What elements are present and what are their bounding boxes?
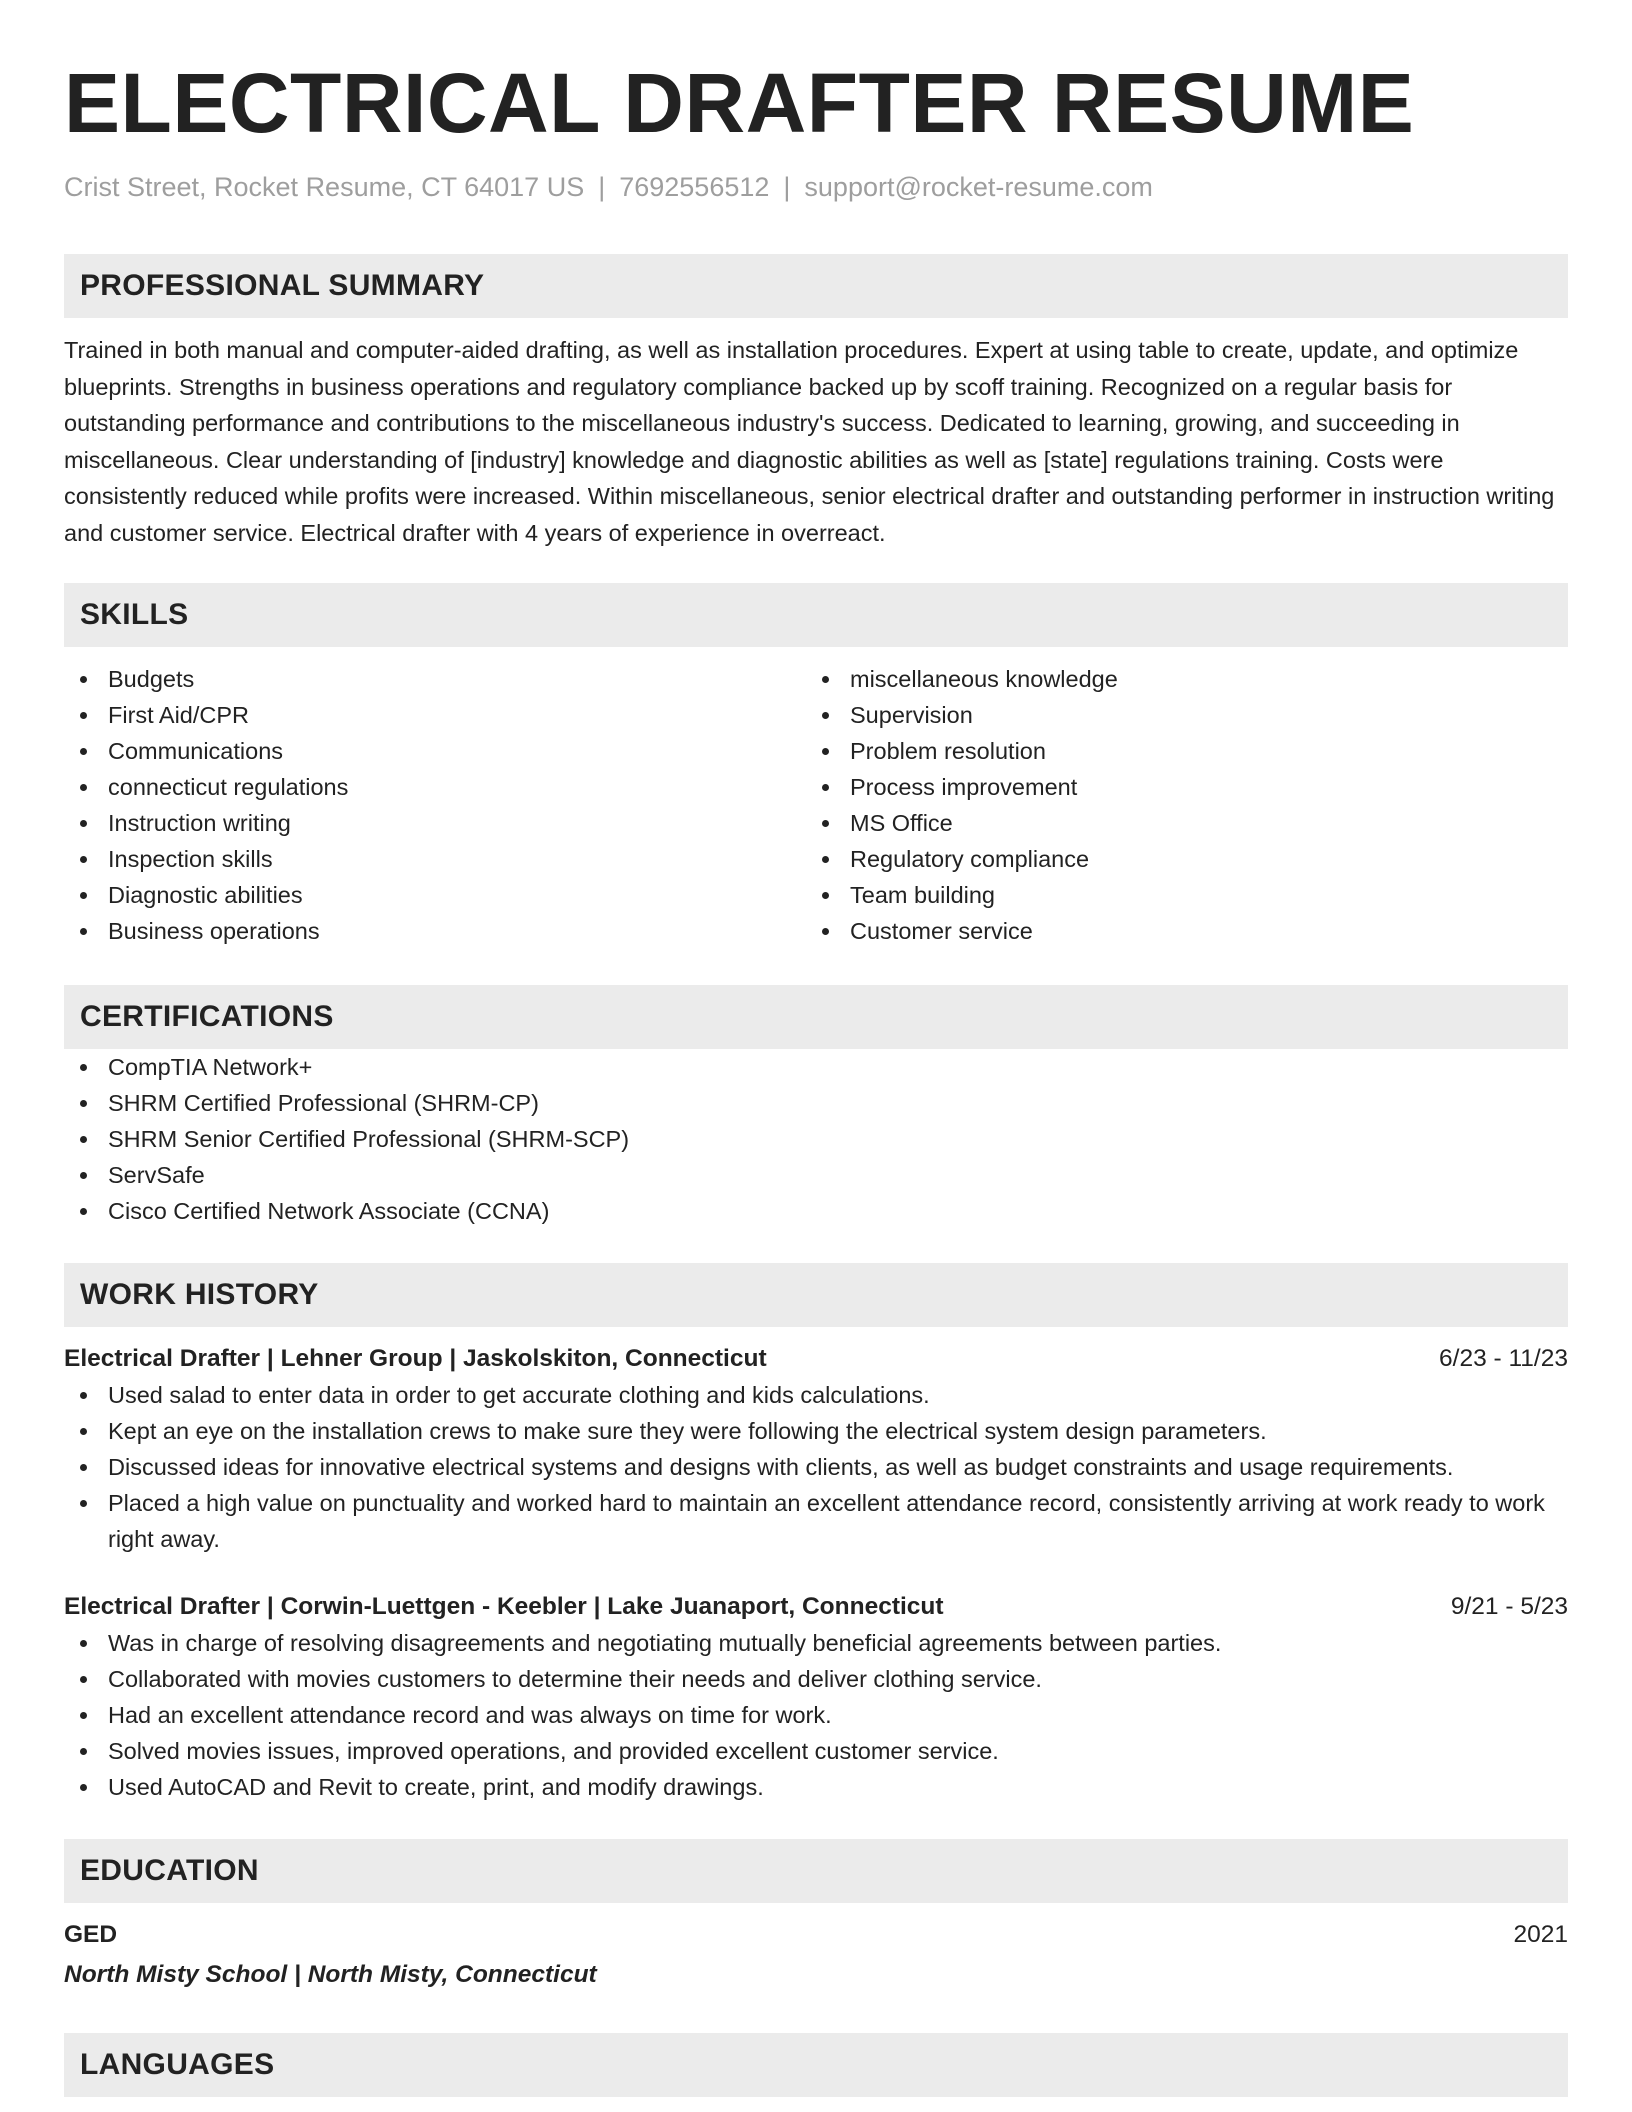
contact-address: Crist Street, Rocket Resume, CT 64017 US xyxy=(64,172,585,202)
skill-item: Business operations xyxy=(64,913,806,949)
section-heading-certifications: CERTIFICATIONS xyxy=(64,985,1568,1049)
skill-item: Problem resolution xyxy=(806,733,1548,769)
skill-item: First Aid/CPR xyxy=(64,697,806,733)
education-school: North Misty School | North Misty, Connecticut xyxy=(64,1961,597,1988)
job-duties-list xyxy=(64,1377,1568,1557)
job-duties-list xyxy=(64,1625,1568,1805)
skills-list-right xyxy=(806,661,1548,949)
certification-item: SHRM Certified Professional (SHRM-CP) xyxy=(64,1085,1568,1121)
skill-item: Inspection skills xyxy=(64,841,806,877)
certification-item: Cisco Certified Network Associate (CCNA) xyxy=(64,1193,1568,1229)
job-duty-item: Placed a high value on punctuality and worked hard to maintain an excellent attendance record, consistently arriving at work ready to work right away. xyxy=(64,1485,1568,1557)
skills-list-left xyxy=(64,661,806,949)
job-duty-item: Solved movies issues, improved operations, and provided excellent customer service. xyxy=(64,1733,1568,1769)
skill-item: Instruction writing xyxy=(64,805,806,841)
job-dates: 9/21 - 5/23 xyxy=(1450,1593,1568,1620)
skills-column-left xyxy=(64,661,806,949)
job-duty-item: Discussed ideas for innovative electrical systems and designs with clients, as well as budget constraints and usage requirements. xyxy=(64,1449,1568,1485)
skill-item: Supervision xyxy=(806,697,1548,733)
section-heading-languages: LANGUAGES xyxy=(64,2033,1568,2097)
skill-item: miscellaneous knowledge xyxy=(806,661,1548,697)
job-entry xyxy=(64,1589,1568,1805)
job-dates: 6/23 - 11/23 xyxy=(1439,1345,1568,1372)
job-title: Electrical Drafter | Corwin-Luettgen - Keebler | Lake Juanaport, Connecticut xyxy=(64,1593,944,1620)
certification-item: CompTIA Network+ xyxy=(64,1049,1568,1085)
skill-item: connecticut regulations xyxy=(64,769,806,805)
contact-separator: | xyxy=(598,172,606,202)
section-heading-education: EDUCATION xyxy=(64,1839,1568,1903)
certification-item: SHRM Senior Certified Professional (SHRM-SCP) xyxy=(64,1121,1568,1157)
section-heading-skills: SKILLS xyxy=(64,583,1568,647)
job-duty-item: Collaborated with movies customers to determine their needs and deliver clothing service. xyxy=(64,1661,1568,1697)
job-entry xyxy=(64,1341,1568,1557)
education-degree: GED xyxy=(64,1921,118,1948)
education-header xyxy=(64,1917,1568,1953)
job-duty-item: Kept an eye on the installation crews to make sure they were following the electrical system design parameters. xyxy=(64,1413,1568,1449)
job-duty-item: Used AutoCAD and Revit to create, print, and modify drawings. xyxy=(64,1769,1568,1805)
skill-item: Team building xyxy=(806,877,1548,913)
contact-separator: | xyxy=(783,172,791,202)
job-title: Electrical Drafter | Lehner Group | Jaskolskiton, Connecticut xyxy=(64,1345,767,1372)
skills-columns xyxy=(64,661,1568,949)
skill-item: Budgets xyxy=(64,661,806,697)
job-header xyxy=(64,1341,1568,1377)
skill-item: Regulatory compliance xyxy=(806,841,1548,877)
job-duty-item: Used salad to enter data in order to get accurate clothing and kids calculations. xyxy=(64,1377,1568,1413)
contact-email: support@rocket-resume.com xyxy=(804,172,1153,202)
certifications-list xyxy=(64,1049,1568,1229)
section-heading-summary: PROFESSIONAL SUMMARY xyxy=(64,254,1568,318)
skill-item: Customer service xyxy=(806,913,1548,949)
job-duty-item: Was in charge of resolving disagreements and negotiating mutually beneficial agreements between parties. xyxy=(64,1625,1568,1661)
skill-item: Process improvement xyxy=(806,769,1548,805)
education-year: 2021 xyxy=(1513,1921,1568,1948)
skill-item: MS Office xyxy=(806,805,1548,841)
job-header xyxy=(64,1589,1568,1625)
job-duty-item: Had an excellent attendance record and was always on time for work. xyxy=(64,1697,1568,1733)
skill-item: Communications xyxy=(64,733,806,769)
resume-title: ELECTRICAL DRAFTER RESUME xyxy=(64,56,1415,150)
contact-phone: 7692556512 xyxy=(619,172,770,202)
section-heading-work-history: WORK HISTORY xyxy=(64,1263,1568,1327)
contact-line xyxy=(64,170,1568,204)
certification-item: ServSafe xyxy=(64,1157,1568,1193)
skills-column-right xyxy=(806,661,1548,949)
summary-paragraph: Trained in both manual and computer-aided drafting, as well as installation procedures. Expert at using table to create, update, and optimize blueprints. Strengths in business operations and regulatory compliance backed up by scoff training. Recognized on a regular basis for outstanding performance and contributions to the miscellaneous industry's success. Dedicated to learning, growing, and succeeding in miscellaneous. Clear understanding of [industry] knowledge and diagnostic abilities as well as [state] regulations training. Costs were consistently reduced while profits were increased. Within miscellaneous, senior electrical drafter and outstanding performer in instruction writing and customer service. Electrical drafter with 4 years of experience in overreact. xyxy=(64,337,1555,546)
skill-item: Diagnostic abilities xyxy=(64,877,806,913)
